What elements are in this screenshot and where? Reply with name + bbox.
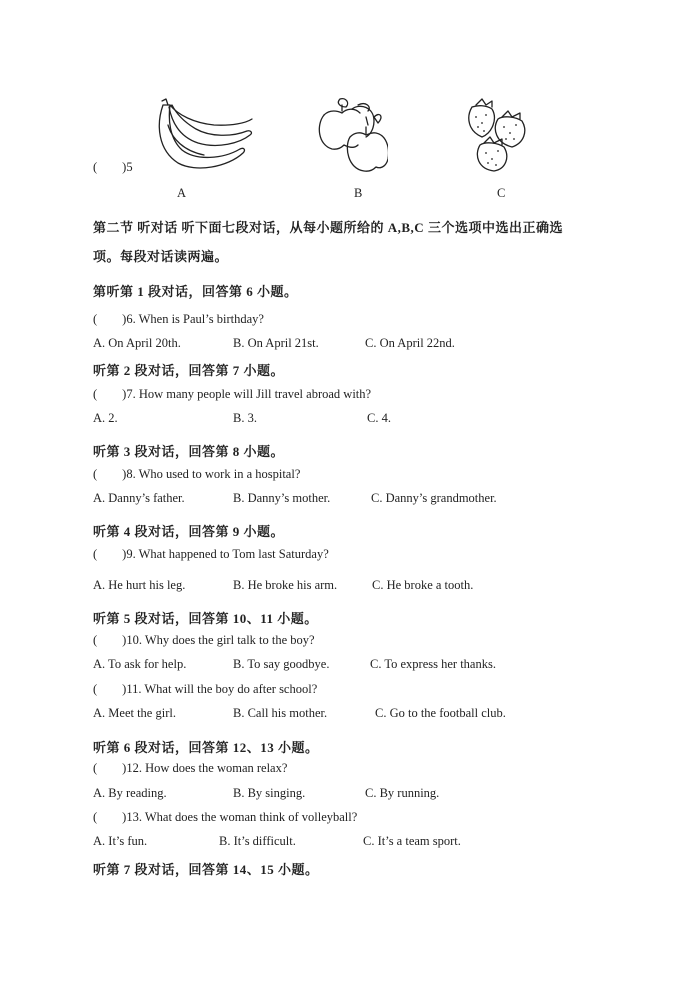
picture-label-b: B: [354, 186, 363, 200]
question-8-option-a: A. Danny’s father.: [93, 491, 185, 505]
question-9: ( )9. What happened to Tom last Saturday?: [93, 547, 329, 561]
question-12-option-c: C. By running.: [365, 786, 440, 800]
question-6: ( )6. When is Paul’s birthday?: [93, 312, 264, 326]
question-12: ( )12. How does the woman relax?: [93, 761, 288, 775]
question-5-number: ( )5: [93, 160, 133, 174]
question-7: ( )7. How many people will Jill travel abroad with?: [93, 387, 372, 401]
question-10-option-b: B. To say goodbye.: [233, 657, 330, 671]
question-6-option-a: A. On April 20th.: [93, 336, 181, 350]
question-8-option-c: C. Danny’s grandmother.: [371, 491, 497, 505]
question-13: ( )13. What does the woman think of volleyball?: [93, 810, 358, 824]
question-9-option-c: C. He broke a tooth.: [372, 578, 474, 592]
dialog-7-heading: 听第 7 段对话，回答第 14、15 小题。: [93, 862, 319, 877]
question-9-option-a: A. He hurt his leg.: [93, 578, 186, 592]
section-title-line-1: 第二节 听对话 听下面七段对话，从每小题所给的 A,B,C 三个选项中选出正确选: [93, 220, 563, 235]
question-11: ( )11. What will the boy do after school?: [93, 682, 318, 696]
question-13-option-a: A. It’s fun.: [93, 834, 148, 848]
question-11-option-c: C. Go to the football club.: [375, 706, 506, 720]
dialog-2-heading: 听第 2 段对话，回答第 7 小题。: [93, 363, 285, 378]
question-12-option-a: A. By reading.: [93, 786, 167, 800]
question-12-option-b: B. By singing.: [233, 786, 306, 800]
question-6-option-b: B. On April 21st.: [233, 336, 319, 350]
section-title-line-2: 项。每段对话读两遍。: [93, 249, 229, 264]
dialog-4-heading: 听第 4 段对话，回答第 9 小题。: [93, 524, 285, 539]
question-8-option-b: B. Danny’s mother.: [233, 491, 331, 505]
question-13-option-c: C. It’s a team sport.: [363, 834, 461, 848]
question-10-option-c: C. To express her thanks.: [370, 657, 496, 671]
question-10-option-a: A. To ask for help.: [93, 657, 187, 671]
question-13-option-b: B. It’s difficult.: [219, 834, 296, 848]
question-7-option-a: A. 2.: [93, 411, 118, 425]
question-9-option-b: B. He broke his arm.: [233, 578, 338, 592]
question-11-option-b: B. Call his mother.: [233, 706, 328, 720]
picture-label-c: C: [497, 186, 506, 200]
banana-icon: [148, 95, 258, 175]
question-11-option-a: A. Meet the girl.: [93, 706, 176, 720]
question-10: ( )10. Why does the girl talk to the boy?: [93, 633, 315, 647]
dialog-6-heading: 听第 6 段对话，回答第 12、13 小题。: [93, 740, 319, 755]
dialog-5-heading: 听第 5 段对话，回答第 10、11 小题。: [93, 611, 318, 626]
question-8: ( )8. Who used to work in a hospital?: [93, 467, 301, 481]
apple-icon: [316, 95, 388, 175]
question-6-option-c: C. On April 22nd.: [365, 336, 455, 350]
dialog-1-heading: 第听第 1 段对话，回答第 6 小题。: [93, 284, 298, 299]
picture-label-a: A: [177, 186, 187, 200]
strawberry-icon: [462, 97, 532, 173]
question-7-option-b: B. 3.: [233, 411, 257, 425]
dialog-3-heading: 听第 3 段对话，回答第 8 小题。: [93, 444, 285, 459]
question-7-option-c: C. 4.: [367, 411, 391, 425]
